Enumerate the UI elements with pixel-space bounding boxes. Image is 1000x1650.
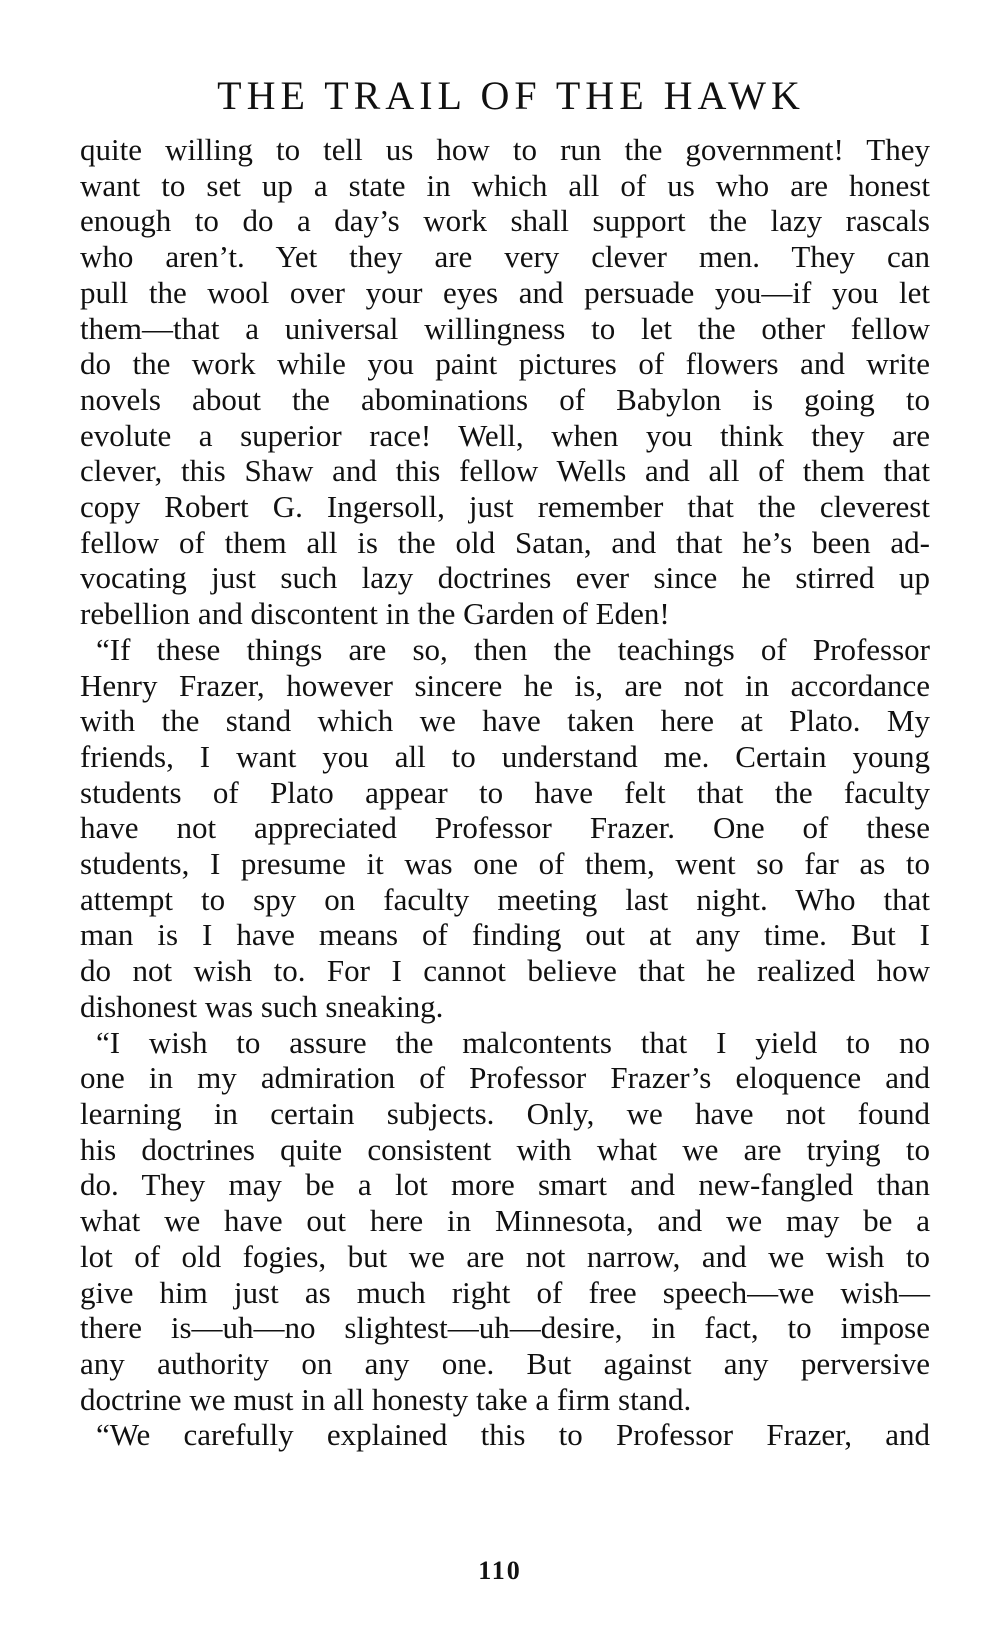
text-line: man is I have means of finding out at any time. But I	[80, 917, 930, 953]
text-line: learning in certain subjects. Only, we have not found	[80, 1095, 930, 1131]
text-line: Henry Frazer, however sincere he is, are not in accordance	[80, 667, 930, 703]
text-line: quite willing to tell us how to run the government! They	[80, 132, 930, 167]
text-line: one in my admiration of Professor Frazer’s eloquence and	[80, 1060, 930, 1096]
text-line: want to set up a state in which all of us who are honest	[80, 167, 930, 203]
text-line: lot of old fogies, but we are not narrow, and we wish to	[80, 1238, 930, 1274]
text-line: students of Plato appear to have felt that the faculty	[80, 774, 930, 810]
text-line: “I wish to assure the malcontents that I yield to no	[96, 1024, 930, 1060]
text-line: novels about the abominations of Babylon is going to	[80, 381, 930, 417]
text-line: students, I presume it was one of them, went so far as to	[80, 846, 930, 882]
text-line: dishonest was such sneaking.	[80, 988, 444, 1024]
text-line: give him just as much right of free speech—we wish—	[80, 1274, 930, 1310]
text-line: with the stand which we have taken here at Plato. My	[80, 703, 930, 739]
body-text	[80, 132, 930, 1453]
text-line: his doctrines quite consistent with what we are trying to	[80, 1131, 930, 1167]
paragraph	[80, 132, 930, 632]
text-line: friends, I want you all to understand me. Certain young	[80, 738, 930, 774]
text-line: do. They may be a lot more smart and new-fangled than	[80, 1167, 930, 1203]
text-line: have not appreciated Professor Frazer. One of these	[80, 810, 930, 846]
text-line: them—that a universal willingness to let the other fellow	[80, 310, 930, 346]
text-line: vocating just such lazy doctrines ever since he stirred up	[80, 560, 930, 596]
paragraph	[80, 632, 930, 1025]
text-line: “If these things are so, then the teachings of Professor	[96, 631, 930, 667]
page-number: 110	[478, 1556, 522, 1585]
text-line: rebellion and discontent in the Garden of Eden!	[80, 596, 670, 632]
text-line: evolute a superior race! Well, when you think they are	[80, 417, 930, 453]
text-line: attempt to spy on faculty meeting last night. Who that	[80, 881, 930, 917]
paragraph	[80, 1025, 930, 1418]
text-line: copy Robert G. Ingersoll, just remember that the cleverest	[80, 489, 930, 525]
running-title: THE TRAIL OF THE HAWK	[217, 73, 805, 118]
paragraph	[80, 1417, 930, 1453]
text-line: do the work while you paint pictures of flowers and write	[80, 346, 930, 382]
text-line: who aren’t. Yet they are very clever men. They can	[80, 239, 930, 275]
text-line: “We carefully explained this to Professor Frazer, and	[96, 1417, 930, 1453]
text-line: pull the wool over your eyes and persuade you—if you let	[80, 274, 930, 310]
text-line: what we have out here in Minnesota, and we may be a	[80, 1203, 930, 1239]
text-line: there is—uh—no slightest—uh—desire, in fact, to impose	[80, 1310, 930, 1346]
text-line: do not wish to. For I cannot believe that he realized how	[80, 953, 930, 989]
book-page	[80, 70, 930, 1453]
text-line: fellow of them all is the old Satan, and that he’s been ad-	[80, 524, 930, 560]
text-line: doctrine we must in all honesty take a firm stand.	[80, 1381, 692, 1417]
text-line: clever, this Shaw and this fellow Wells and all of them that	[80, 453, 930, 489]
text-line: any authority on any one. But against any perversive	[80, 1345, 930, 1381]
text-line: enough to do a day’s work shall support the lazy rascals	[80, 203, 930, 239]
